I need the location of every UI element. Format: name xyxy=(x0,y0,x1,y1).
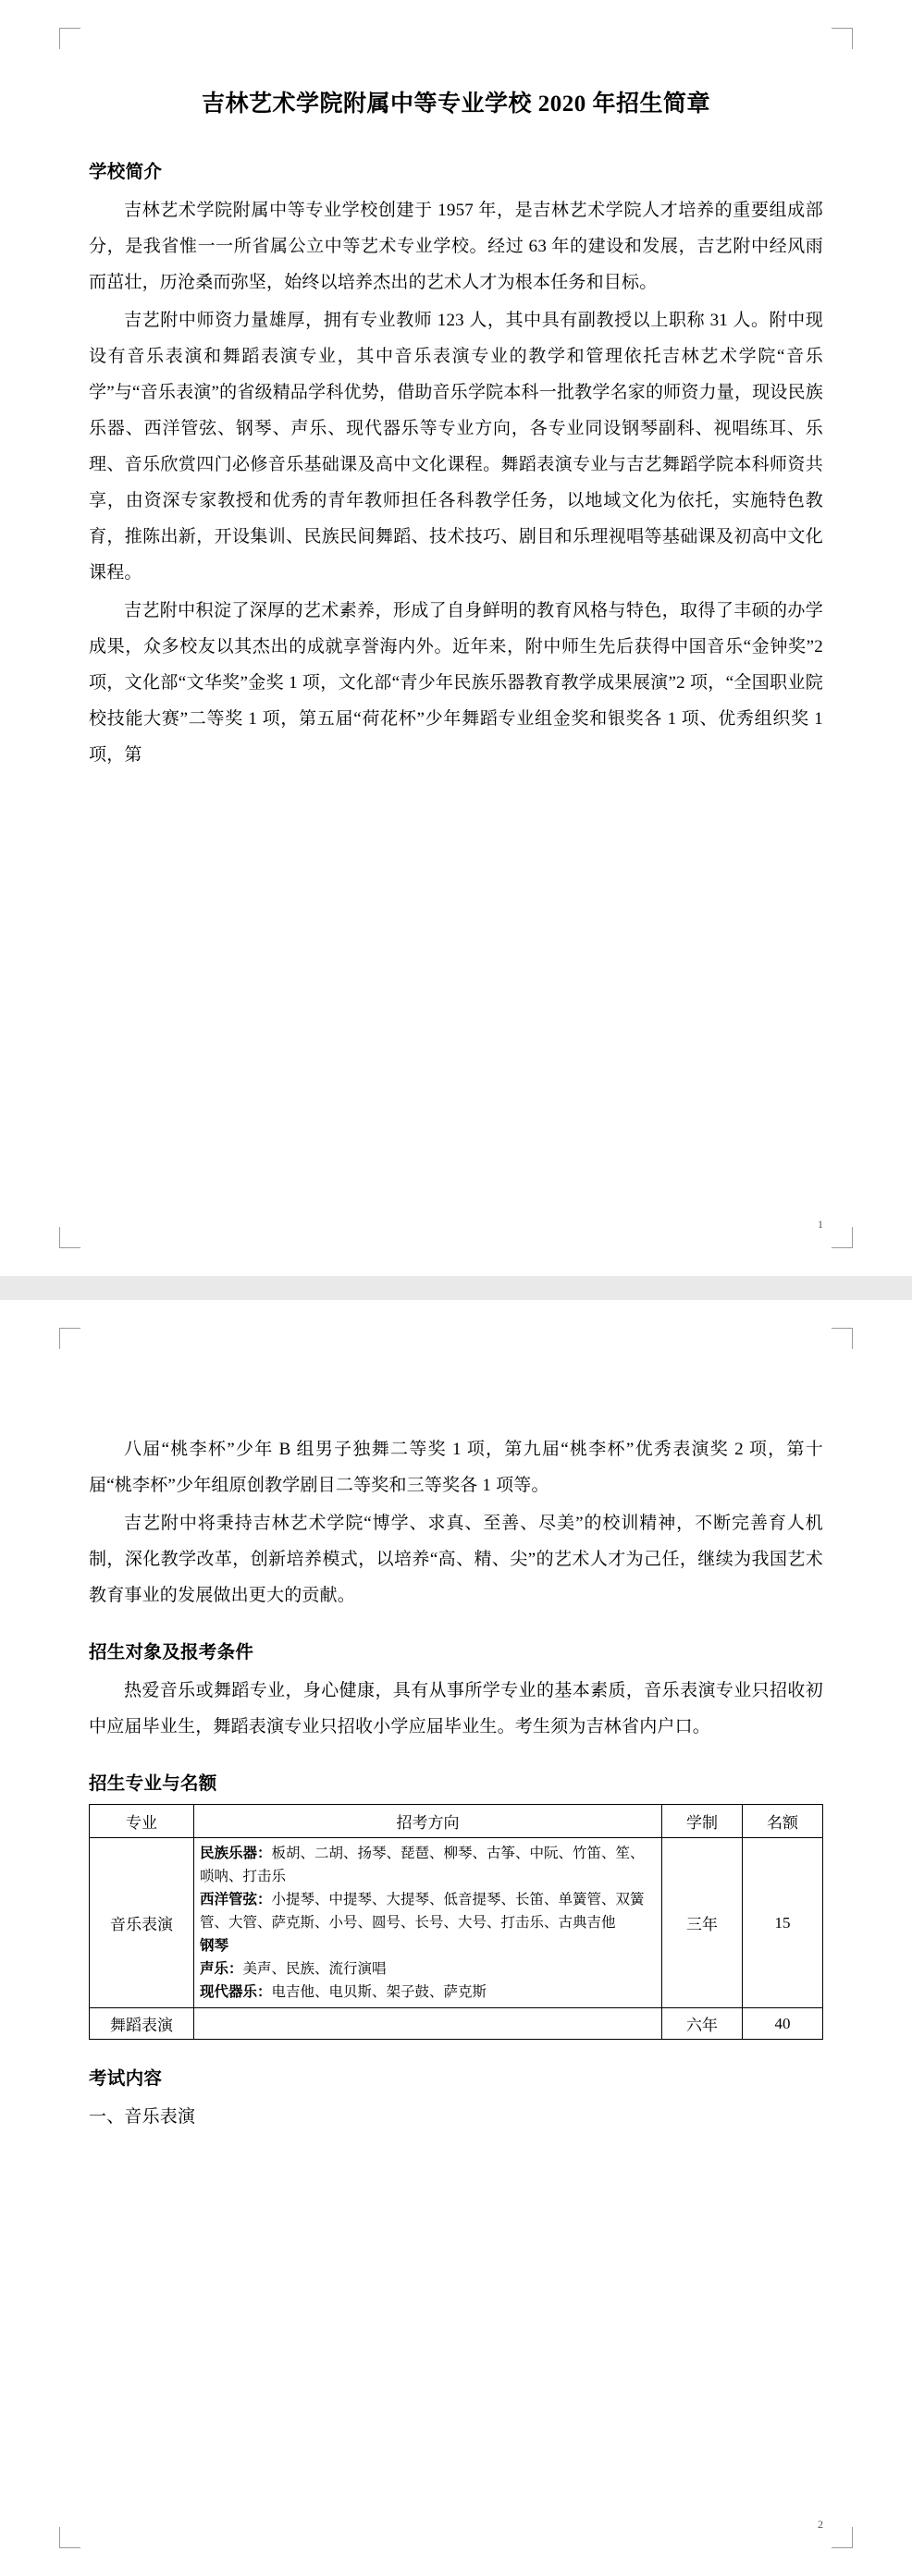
direction-line xyxy=(200,1981,656,2004)
table-header-years: 学制 xyxy=(662,1805,743,1838)
cell-years: 三年 xyxy=(662,1838,743,2008)
section-heading-exam-content: 考试内容 xyxy=(89,2069,163,2089)
section-heading-school-intro: 学校简介 xyxy=(89,163,163,182)
cell-quota: 40 xyxy=(743,2008,823,2040)
paragraph: 吉艺附中师资力量雄厚，拥有专业教师 123 人，其中具有副教授以上职称 31 人。附中现设有音乐表演和舞蹈表演专业，其中音乐表演专业的教学和管理依托吉林艺术学院“音乐学”与“音乐表演”的省级精品学科优势，借助音乐学院本科一批教学名家的师资力量，现设民族乐器、西洋管弦、钢琴、声乐、现代器乐等专业方向，各专业同设钢琴副科、视唱练耳、乐理、音乐欣赏四门必修音乐基础课及高中文化课程。舞蹈表演专业与吉艺舞蹈学院本科师资共享，由资深专家教授和优秀的青年教师担任各科教学任务，以地域文化为依托，实施特色教育，推陈出新，开设集训、民族民间舞蹈、技术技巧、剧目和乐理视唱等基础课及初高中文化课程。 xyxy=(89,311,823,583)
crop-mark-bottom-right xyxy=(832,2527,853,2548)
cell-major: 舞蹈表演 xyxy=(90,2008,194,2040)
page-title: 吉林艺术学院附属中等专业学校 2020 年招生简章 xyxy=(201,92,710,117)
table-row xyxy=(90,1838,823,2008)
crop-mark-top-right xyxy=(832,1328,853,1349)
cell-years: 六年 xyxy=(662,2008,743,2040)
cell-directions xyxy=(194,1838,662,2008)
crop-mark-bottom-left xyxy=(59,1227,80,1248)
document-page-2 xyxy=(0,1300,912,2576)
cell-quota: 15 xyxy=(743,1838,823,2008)
crop-mark-bottom-right xyxy=(832,1227,853,1248)
page-number: 1 xyxy=(818,1218,823,1231)
direction-line xyxy=(200,1957,656,1981)
document-page-1 xyxy=(0,0,912,1276)
direction-text: 小提琴、中提琴、大提琴、低音提琴、长笛、单簧管、双簧管、大管、萨克斯、小号、圆号、长号、大号、打击乐、古典吉他 xyxy=(200,1892,645,1931)
paragraph: 热爱音乐或舞蹈专业，身心健康，具有从事所学专业的基本素质，音乐表演专业只招收初中应届毕业生，舞蹈表演专业只招收小学应届毕业生。考生须为吉林省内户口。 xyxy=(89,1681,823,1736)
section-heading-majors-and-quota: 招生专业与名额 xyxy=(89,1774,217,1794)
table-header-row xyxy=(90,1805,823,1838)
crop-mark-bottom-left xyxy=(59,2527,80,2548)
direction-text: 电吉他、电贝斯、架子鼓、萨克斯 xyxy=(271,1984,487,2000)
page-number: 2 xyxy=(818,2518,823,2531)
crop-mark-top-left xyxy=(59,28,80,49)
direction-line xyxy=(200,1842,656,1888)
table-header-quota: 名额 xyxy=(743,1805,823,1838)
direction-label: 钢琴 xyxy=(200,1938,229,1954)
exam-item-music-performance: 一、音乐表演 xyxy=(89,2107,196,2127)
crop-mark-top-left xyxy=(59,1328,80,1349)
direction-label: 民族乐器： xyxy=(200,1846,272,1861)
cell-major: 音乐表演 xyxy=(90,1838,194,2008)
direction-label: 声乐： xyxy=(200,1961,243,1977)
table-header-major: 专业 xyxy=(90,1805,194,1838)
majors-table xyxy=(89,1804,823,2040)
paragraph: 吉艺附中积淀了深厚的艺术素养，形成了自身鲜明的教育风格与特色，取得了丰硕的办学成果，众多校友以其杰出的成就享誉海内外。近年来，附中师生先后获得中国音乐“金钟奖”2 项，文化部“文华奖”金奖 1 项，文化部“青少年民族乐器教育教学成果展演”2 项，“全国职业院校技能大赛”二等奖 1 项，第五届“荷花杯”少年舞蹈专业组金奖和银奖各 1 项、优秀组织奖 1 项，第 xyxy=(89,601,823,765)
cell-directions xyxy=(194,2008,662,2040)
direction-line xyxy=(200,1888,656,1934)
crop-mark-top-right xyxy=(832,28,853,49)
table-header-direction: 招考方向 xyxy=(194,1805,662,1838)
direction-label: 现代器乐： xyxy=(200,1984,272,2000)
direction-text: 美声、民族、流行演唱 xyxy=(242,1961,387,1977)
page-separator xyxy=(0,1276,912,1300)
direction-line xyxy=(200,1934,656,1957)
section-heading-admission-requirements: 招生对象及报考条件 xyxy=(89,1643,254,1662)
paragraph: 吉艺附中将秉持吉林艺术学院“博学、求真、至善、尽美”的校训精神，不断完善育人机制，深化教学改革，创新培养模式，以培养“高、精、尖”的艺术人才为己任，继续为我国艺术教育事业的发展做出更大的贡献。 xyxy=(89,1514,823,1605)
paragraph: 八届“桃李杯”少年 B 组男子独舞二等奖 1 项，第九届“桃李杯”优秀表演奖 2 项，第十届“桃李杯”少年组原创教学剧目二等奖和三等奖各 1 项等。 xyxy=(89,1440,823,1495)
direction-label: 西洋管弦： xyxy=(200,1892,272,1907)
direction-text: 板胡、二胡、扬琴、琵琶、柳琴、古筝、中阮、竹笛、笙、唢呐、打击乐 xyxy=(200,1846,645,1884)
paragraph: 吉林艺术学院附属中等专业学校创建于 1957 年，是吉林艺术学院人才培养的重要组成部分，是我省惟一一所省属公立中等艺术专业学校。经过 63 年的建设和发展，吉艺附中经风雨而茁壮，历沧桑而弥坚，始终以培养杰出的艺术人才为根本任务和目标。 xyxy=(89,201,823,292)
table-row xyxy=(90,2008,823,2040)
